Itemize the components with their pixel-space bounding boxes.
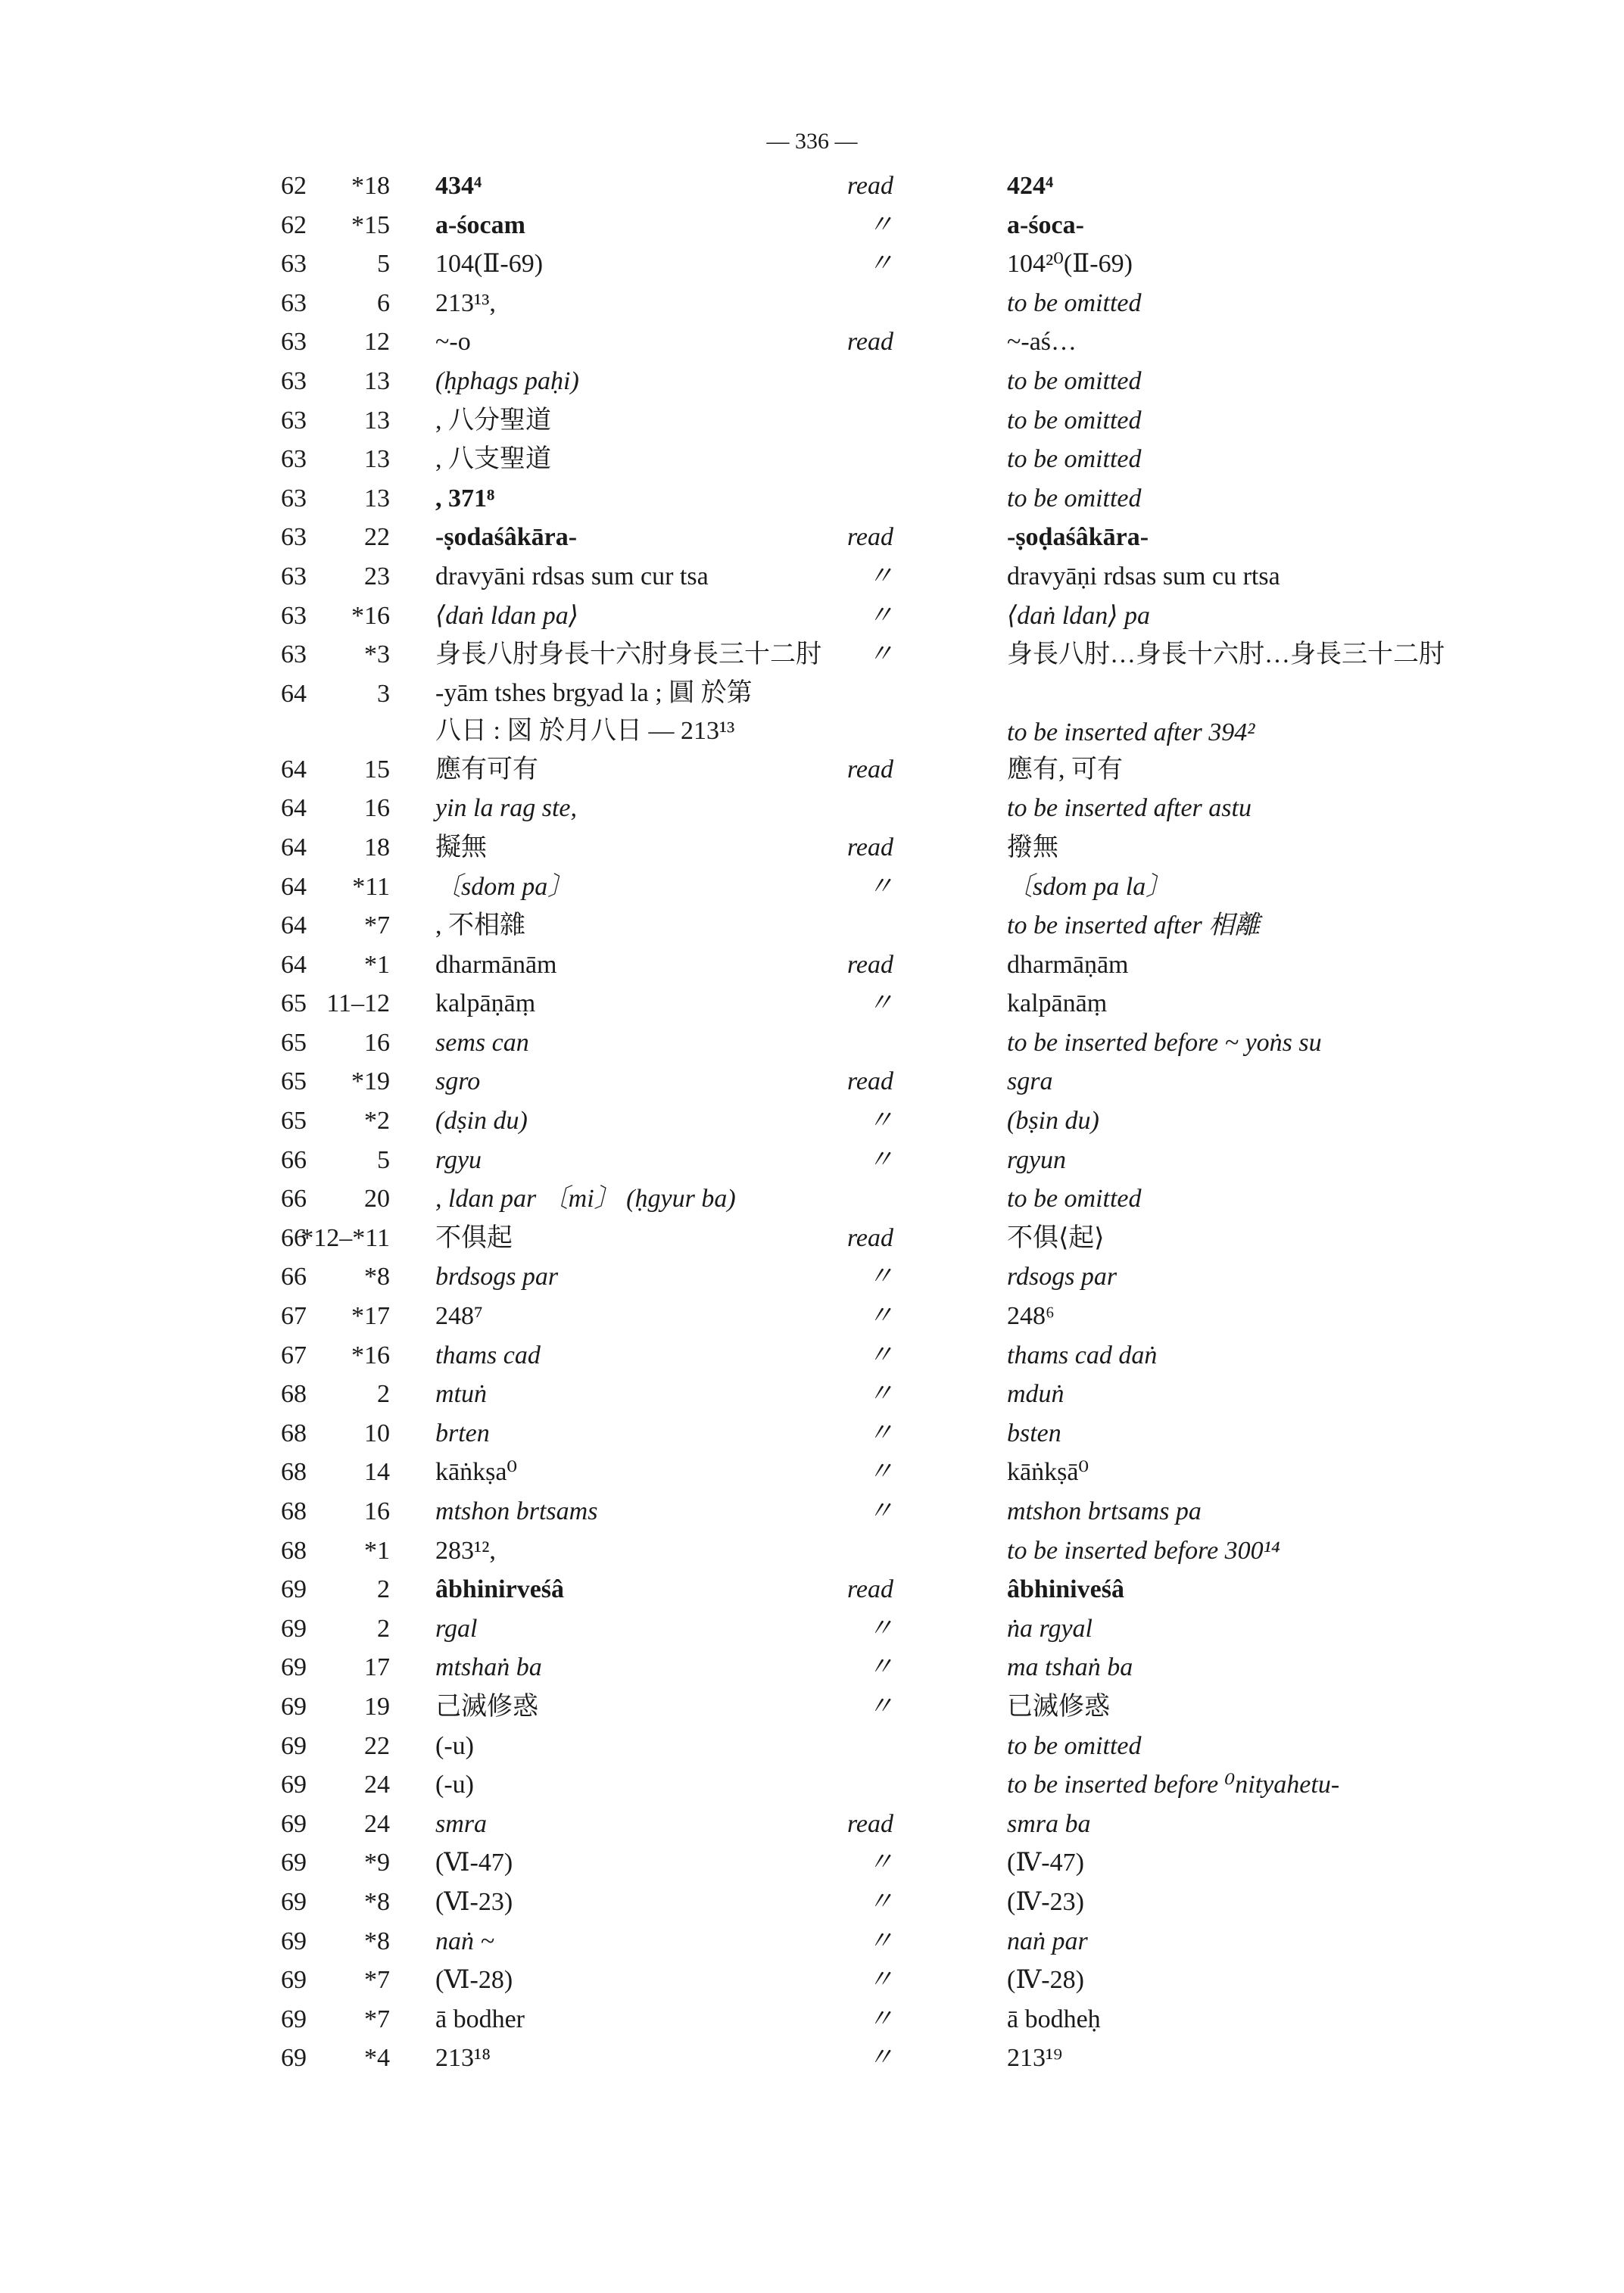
errata-page: 64 bbox=[281, 911, 307, 940]
errata-page: 63 bbox=[281, 366, 307, 395]
errata-label: 〃 bbox=[868, 1887, 893, 1916]
errata-page: 69 bbox=[281, 1887, 307, 1916]
errata-label: 〃 bbox=[868, 250, 893, 279]
errata-correct: to be omitted bbox=[1007, 406, 1142, 435]
errata-wrong: sems can bbox=[435, 1028, 529, 1057]
errata-line: 14 bbox=[364, 1458, 390, 1487]
errata-row bbox=[250, 1648, 1537, 1687]
errata-line: *8 bbox=[364, 1887, 390, 1916]
errata-label: 〃 bbox=[868, 210, 893, 239]
errata-line: *19 bbox=[351, 1067, 390, 1096]
errata-page: 69 bbox=[281, 1966, 307, 1995]
errata-line: *9 bbox=[364, 1849, 390, 1877]
errata-correct: to be inserted before ⁰nityahetu- bbox=[1007, 1771, 1340, 1799]
errata-page: 65 bbox=[281, 989, 307, 1018]
errata-page: 63 bbox=[281, 562, 307, 590]
errata-line: *17 bbox=[351, 1302, 390, 1331]
errata-page: 63 bbox=[281, 445, 307, 474]
errata-correct: 身長八肘…身長十六肘…身長三十二肘 bbox=[1007, 640, 1445, 669]
errata-label: read bbox=[846, 755, 893, 784]
errata-page: 69 bbox=[281, 1771, 307, 1799]
errata-wrong: 身長八肘身長十六肘身長三十二肘 bbox=[435, 640, 821, 669]
errata-label: 〃 bbox=[868, 2044, 893, 2073]
errata-line: 11–12 bbox=[326, 989, 390, 1018]
errata-page: 69 bbox=[281, 1614, 307, 1643]
errata-wrong: 不俱起 bbox=[435, 1223, 513, 1252]
errata-wrong: naṅ ~ bbox=[435, 1927, 494, 1955]
errata-correct: (Ⅳ-47) bbox=[1007, 1849, 1084, 1877]
errata-page: 69 bbox=[281, 1731, 307, 1760]
errata-wrong: brdsogs par bbox=[435, 1263, 559, 1291]
errata-correct: 〔sdom pa la〕 bbox=[1007, 872, 1172, 901]
errata-wrong: , ldan par 〔mi〕 (ḥgyur ba) bbox=[435, 1185, 736, 1213]
errata-page: 64 bbox=[281, 679, 307, 708]
errata-wrong-line1: -yām tshes brgyad la ; 圓 於第 bbox=[435, 678, 753, 707]
errata-row bbox=[250, 1219, 1537, 1258]
errata-page: 62 bbox=[281, 172, 307, 200]
errata-row bbox=[250, 789, 1537, 828]
errata-correct: to be omitted bbox=[1007, 288, 1142, 317]
errata-label: 〃 bbox=[868, 1966, 893, 1995]
errata-line: *7 bbox=[364, 1966, 390, 1995]
errata-row bbox=[250, 868, 1537, 907]
errata-label: read bbox=[846, 950, 893, 979]
errata-label: 〃 bbox=[868, 1653, 893, 1682]
errata-page: 66 bbox=[281, 1185, 307, 1213]
errata-page: 63 bbox=[281, 406, 307, 435]
errata-correct: ṅa rgyal bbox=[1007, 1614, 1093, 1643]
errata-row bbox=[250, 906, 1537, 946]
errata-row bbox=[250, 1179, 1537, 1219]
errata-label: read bbox=[846, 1067, 893, 1096]
errata-correct: (Ⅳ-23) bbox=[1007, 1887, 1084, 1916]
errata-correct: ~-aś… bbox=[1007, 328, 1077, 357]
errata-row bbox=[250, 1531, 1537, 1571]
errata-page: 66 bbox=[281, 1223, 307, 1252]
errata-row bbox=[250, 1961, 1537, 2000]
errata-label: 〃 bbox=[868, 601, 893, 630]
errata-row bbox=[250, 518, 1537, 557]
errata-label: 〃 bbox=[868, 562, 893, 590]
errata-line: 24 bbox=[364, 1809, 390, 1838]
errata-correct: mtshon brtsams pa bbox=[1007, 1497, 1202, 1525]
errata-correct: (Ⅳ-28) bbox=[1007, 1966, 1084, 1995]
errata-line: 16 bbox=[364, 1497, 390, 1525]
errata-wrong: dravyāni rdsas sum cur tsa bbox=[435, 562, 709, 590]
errata-row bbox=[250, 1765, 1537, 1805]
errata-line: *4 bbox=[364, 2044, 390, 2073]
errata-line: *7 bbox=[364, 911, 390, 940]
errata-row bbox=[250, 1257, 1537, 1297]
errata-correct: to be omitted bbox=[1007, 1731, 1142, 1760]
errata-label: 〃 bbox=[868, 640, 893, 669]
errata-line: 2 bbox=[377, 1614, 390, 1643]
errata-page: 63 bbox=[281, 328, 307, 357]
errata-label: 〃 bbox=[868, 1614, 893, 1643]
errata-label: 〃 bbox=[868, 1419, 893, 1447]
errata-page: 65 bbox=[281, 1107, 307, 1136]
errata-correct: to be inserted after astu bbox=[1007, 794, 1252, 823]
errata-page: 62 bbox=[281, 210, 307, 239]
errata-line: *16 bbox=[351, 1341, 390, 1369]
errata-row bbox=[250, 1843, 1537, 1883]
errata-wrong: (-u) bbox=[435, 1731, 474, 1760]
errata-wrong: rgal bbox=[435, 1614, 478, 1643]
errata-wrong-line2: 八日 : 図 於月八日 — 213¹³ bbox=[435, 716, 735, 745]
errata-wrong: (Ⅵ-28) bbox=[435, 1966, 513, 1995]
errata-wrong: , 不相雜 bbox=[435, 911, 525, 940]
errata-row bbox=[250, 440, 1537, 479]
errata-correct: kāṅkṣā⁰ bbox=[1007, 1458, 1089, 1487]
errata-correct: rdsogs par bbox=[1007, 1263, 1117, 1291]
errata-page: 63 bbox=[281, 640, 307, 669]
errata-page: 68 bbox=[281, 1536, 307, 1565]
errata-label: 〃 bbox=[868, 1849, 893, 1877]
errata-row bbox=[250, 1492, 1537, 1531]
errata-line: 16 bbox=[364, 1028, 390, 1057]
errata-wrong: 248⁷ bbox=[435, 1302, 483, 1331]
errata-page: 67 bbox=[281, 1302, 307, 1331]
errata-correct: to be inserted before ~ yoṅs su bbox=[1007, 1028, 1322, 1057]
errata-page: 66 bbox=[281, 1263, 307, 1291]
errata-wrong: (Ⅵ-47) bbox=[435, 1849, 513, 1877]
errata-row bbox=[250, 479, 1537, 519]
errata-wrong: kāṅkṣa⁰ bbox=[435, 1458, 518, 1487]
errata-wrong: rgyu bbox=[435, 1145, 482, 1174]
errata-wrong: 應有可有 bbox=[435, 755, 538, 784]
errata-wrong: a-śocam bbox=[435, 210, 525, 239]
errata-wrong: 283¹², bbox=[435, 1536, 496, 1565]
errata-wrong: 擬無 bbox=[435, 833, 487, 861]
errata-row bbox=[250, 1805, 1537, 1844]
errata-line: 23 bbox=[364, 562, 390, 590]
errata-wrong: mtshon brtsams bbox=[435, 1497, 598, 1525]
errata-correct: 424⁴ bbox=[1007, 172, 1054, 200]
errata-page: 66 bbox=[281, 1145, 307, 1174]
errata-wrong: , 八支聖道 bbox=[435, 445, 551, 474]
errata-page: 68 bbox=[281, 1497, 307, 1525]
errata-wrong: mtuṅ bbox=[435, 1380, 487, 1409]
errata-line: *2 bbox=[364, 1107, 390, 1136]
errata-page: 64 bbox=[281, 872, 307, 901]
errata-row bbox=[250, 1141, 1537, 1180]
errata-row bbox=[250, 1570, 1537, 1609]
errata-line: 2 bbox=[377, 1380, 390, 1409]
errata-line: *1 bbox=[364, 1536, 390, 1565]
errata-row bbox=[250, 1453, 1537, 1492]
errata-page: 63 bbox=[281, 250, 307, 279]
errata-wrong: dharmānām bbox=[435, 950, 557, 979]
errata-page: 65 bbox=[281, 1067, 307, 1096]
errata-label: read bbox=[846, 1809, 893, 1838]
errata-correct: 213¹⁹ bbox=[1007, 2044, 1063, 2073]
errata-row bbox=[250, 1727, 1537, 1766]
errata-wrong: thams cad bbox=[435, 1341, 541, 1369]
errata-row bbox=[250, 167, 1537, 206]
errata-row bbox=[250, 828, 1537, 868]
errata-line: 22 bbox=[364, 523, 390, 552]
errata-line: *12–*11 bbox=[301, 1223, 390, 1252]
errata-correct: dharmāṇām bbox=[1007, 950, 1129, 979]
errata-page: 65 bbox=[281, 1028, 307, 1057]
errata-wrong: (ḥphags paḥi) bbox=[435, 366, 579, 395]
errata-page: 63 bbox=[281, 601, 307, 630]
errata-row bbox=[250, 1062, 1537, 1101]
errata-label: read bbox=[846, 1575, 893, 1604]
errata-line: 2 bbox=[377, 1575, 390, 1604]
errata-line: 5 bbox=[377, 1145, 390, 1174]
errata-line: *11 bbox=[352, 872, 390, 901]
errata-correct: 不俱⟨起⟩ bbox=[1007, 1223, 1105, 1252]
errata-label: 〃 bbox=[868, 1107, 893, 1136]
errata-line: *16 bbox=[351, 601, 390, 630]
errata-label: read bbox=[846, 1223, 893, 1252]
errata-row bbox=[250, 1687, 1537, 1727]
errata-label: 〃 bbox=[868, 1458, 893, 1487]
errata-row bbox=[250, 2000, 1537, 2039]
errata-wrong: ā bodher bbox=[435, 2005, 525, 2033]
errata-label: 〃 bbox=[868, 2005, 893, 2033]
errata-correct: 104²⁰(Ⅱ-69) bbox=[1007, 250, 1133, 279]
errata-correct: to be inserted after 394² bbox=[1007, 718, 1255, 746]
errata-line: *1 bbox=[364, 950, 390, 979]
errata-wrong: sgro bbox=[435, 1067, 481, 1096]
errata-row bbox=[250, 1023, 1537, 1063]
errata-line: *15 bbox=[351, 210, 390, 239]
errata-row bbox=[250, 635, 1537, 675]
errata-correct: to be omitted bbox=[1007, 484, 1142, 512]
errata-correct: thams cad daṅ bbox=[1007, 1341, 1158, 1369]
errata-page: 68 bbox=[281, 1419, 307, 1447]
errata-wrong: yin la rag ste, bbox=[435, 794, 577, 823]
errata-page: 63 bbox=[281, 484, 307, 512]
errata-wrong: âbhinirveśâ bbox=[435, 1575, 565, 1604]
errata-correct: smra ba bbox=[1007, 1809, 1091, 1838]
errata-wrong: mtshaṅ ba bbox=[435, 1653, 542, 1682]
errata-line: *8 bbox=[364, 1263, 390, 1291]
errata-line: *7 bbox=[364, 2005, 390, 2033]
errata-label: 〃 bbox=[868, 1692, 893, 1721]
errata-page: 69 bbox=[281, 1809, 307, 1838]
errata-label: 〃 bbox=[868, 1341, 893, 1369]
errata-page: 69 bbox=[281, 2005, 307, 2033]
errata-page: 68 bbox=[281, 1458, 307, 1487]
errata-label: read bbox=[846, 328, 893, 357]
errata-wrong: 己滅修惑 bbox=[435, 1692, 538, 1721]
errata-page: 68 bbox=[281, 1380, 307, 1409]
errata-correct: -ṣoḍaśâkāra- bbox=[1007, 523, 1149, 552]
errata-line: 13 bbox=[364, 484, 390, 512]
errata-line: 13 bbox=[364, 366, 390, 395]
errata-correct: ⟨daṅ ldan⟩ pa bbox=[1007, 601, 1150, 630]
errata-correct: to be omitted bbox=[1007, 366, 1142, 395]
errata-line: 13 bbox=[364, 406, 390, 435]
errata-line: 17 bbox=[364, 1653, 390, 1682]
errata-wrong: -ṣodaśâkāra- bbox=[435, 523, 578, 552]
errata-row bbox=[250, 557, 1537, 597]
errata-line: *3 bbox=[364, 640, 390, 669]
errata-line: 18 bbox=[364, 833, 390, 861]
errata-page: 64 bbox=[281, 755, 307, 784]
errata-page: 69 bbox=[281, 2044, 307, 2073]
errata-correct: 已滅修惑 bbox=[1007, 1692, 1110, 1721]
errata-row bbox=[250, 1414, 1537, 1453]
errata-correct: rgyun bbox=[1007, 1145, 1067, 1174]
errata-wrong: brten bbox=[435, 1419, 490, 1447]
errata-label: 〃 bbox=[868, 1380, 893, 1409]
errata-line: 20 bbox=[364, 1185, 390, 1213]
errata-page: 69 bbox=[281, 1849, 307, 1877]
errata-line: *18 bbox=[351, 172, 390, 200]
errata-correct: to be omitted bbox=[1007, 445, 1142, 474]
errata-line: *8 bbox=[364, 1927, 390, 1955]
errata-page: 64 bbox=[281, 833, 307, 861]
errata-label: 〃 bbox=[868, 1302, 893, 1331]
errata-label: read bbox=[846, 172, 893, 200]
errata-line: 16 bbox=[364, 794, 390, 823]
errata-page: 64 bbox=[281, 950, 307, 979]
errata-page: 67 bbox=[281, 1341, 307, 1369]
errata-correct: ma tshaṅ ba bbox=[1007, 1653, 1133, 1682]
errata-line: 24 bbox=[364, 1771, 390, 1799]
errata-page: 63 bbox=[281, 288, 307, 317]
errata-correct: mduṅ bbox=[1007, 1380, 1064, 1409]
errata-correct: âbhiniveśâ bbox=[1007, 1575, 1124, 1604]
errata-label: 〃 bbox=[868, 1263, 893, 1291]
errata-label: 〃 bbox=[868, 1497, 893, 1525]
errata-correct: a-śoca- bbox=[1007, 210, 1084, 239]
errata-row bbox=[250, 597, 1537, 636]
errata-correct: 應有, 可有 bbox=[1007, 755, 1123, 784]
errata-row bbox=[250, 984, 1537, 1023]
errata-correct: 撥無 bbox=[1007, 833, 1058, 861]
errata-row bbox=[250, 2039, 1537, 2078]
errata-label: 〃 bbox=[868, 989, 893, 1018]
errata-line: 22 bbox=[364, 1731, 390, 1760]
errata-wrong: 213¹³, bbox=[435, 288, 496, 317]
errata-line: 5 bbox=[377, 250, 390, 279]
errata-page: 69 bbox=[281, 1927, 307, 1955]
errata-page: 69 bbox=[281, 1653, 307, 1682]
errata-wrong: (dṣin du) bbox=[435, 1107, 528, 1136]
errata-row bbox=[250, 362, 1537, 401]
errata-row bbox=[250, 1883, 1537, 1922]
errata-row bbox=[250, 1101, 1537, 1141]
errata-label: 〃 bbox=[868, 1145, 893, 1174]
errata-wrong: smra bbox=[435, 1809, 488, 1838]
errata-correct: to be inserted after 相離 bbox=[1007, 911, 1261, 940]
errata-wrong bbox=[435, 675, 905, 750]
errata-page: 69 bbox=[281, 1575, 307, 1604]
errata-table bbox=[250, 167, 1537, 2078]
errata-row bbox=[250, 401, 1537, 441]
errata-line: 10 bbox=[364, 1419, 390, 1447]
errata-wrong: kalpāṇāṃ bbox=[435, 989, 536, 1018]
errata-correct: (bṣin du) bbox=[1007, 1107, 1099, 1136]
errata-wrong: ⟨daṅ ldan pa⟩ bbox=[435, 601, 578, 630]
errata-line: 13 bbox=[364, 445, 390, 474]
errata-row bbox=[250, 206, 1537, 245]
errata-line: 6 bbox=[377, 288, 390, 317]
errata-page: 64 bbox=[281, 794, 307, 823]
errata-page: 69 bbox=[281, 1692, 307, 1721]
errata-row bbox=[250, 1336, 1537, 1375]
errata-row bbox=[250, 1297, 1537, 1336]
errata-label: read bbox=[846, 523, 893, 552]
errata-label: 〃 bbox=[868, 872, 893, 901]
errata-row bbox=[250, 675, 1537, 750]
errata-row bbox=[250, 1609, 1537, 1649]
errata-row bbox=[250, 284, 1537, 323]
errata-wrong: , 八分聖道 bbox=[435, 406, 551, 435]
errata-row bbox=[250, 322, 1537, 362]
errata-wrong: ~-o bbox=[435, 328, 471, 357]
errata-correct: to be inserted before 300¹⁴ bbox=[1007, 1536, 1280, 1565]
errata-correct: naṅ par bbox=[1007, 1927, 1088, 1955]
errata-row bbox=[250, 1375, 1537, 1414]
errata-wrong: (Ⅵ-23) bbox=[435, 1887, 513, 1916]
errata-wrong: 434⁴ bbox=[435, 172, 482, 200]
errata-wrong: 213¹⁸ bbox=[435, 2044, 491, 2073]
errata-correct: sgra bbox=[1007, 1067, 1053, 1096]
errata-row bbox=[250, 245, 1537, 284]
errata-line: 15 bbox=[364, 755, 390, 784]
errata-correct: dravyāṇi rdsas sum cu rtsa bbox=[1007, 562, 1280, 590]
errata-correct: to be omitted bbox=[1007, 1185, 1142, 1213]
page-number: — 336 — bbox=[766, 129, 858, 154]
errata-wrong: 〔sdom pa〕 bbox=[435, 872, 574, 901]
errata-line: 19 bbox=[364, 1692, 390, 1721]
errata-correct: 248⁶ bbox=[1007, 1302, 1055, 1331]
errata-label: 〃 bbox=[868, 1927, 893, 1955]
errata-wrong: (-u) bbox=[435, 1771, 474, 1799]
errata-correct: ā bodheḥ bbox=[1007, 2005, 1101, 2033]
errata-line: 12 bbox=[364, 328, 390, 357]
errata-wrong: 104(Ⅱ-69) bbox=[435, 250, 544, 279]
errata-correct: kalpānāṃ bbox=[1007, 989, 1108, 1018]
errata-row bbox=[250, 946, 1537, 985]
errata-row bbox=[250, 1922, 1537, 1961]
errata-wrong: , 371⁸ bbox=[435, 484, 495, 512]
errata-correct: bsten bbox=[1007, 1419, 1061, 1447]
errata-line: 3 bbox=[377, 679, 390, 708]
errata-page: 63 bbox=[281, 523, 307, 552]
errata-row bbox=[250, 750, 1537, 790]
errata-label: read bbox=[846, 833, 893, 861]
